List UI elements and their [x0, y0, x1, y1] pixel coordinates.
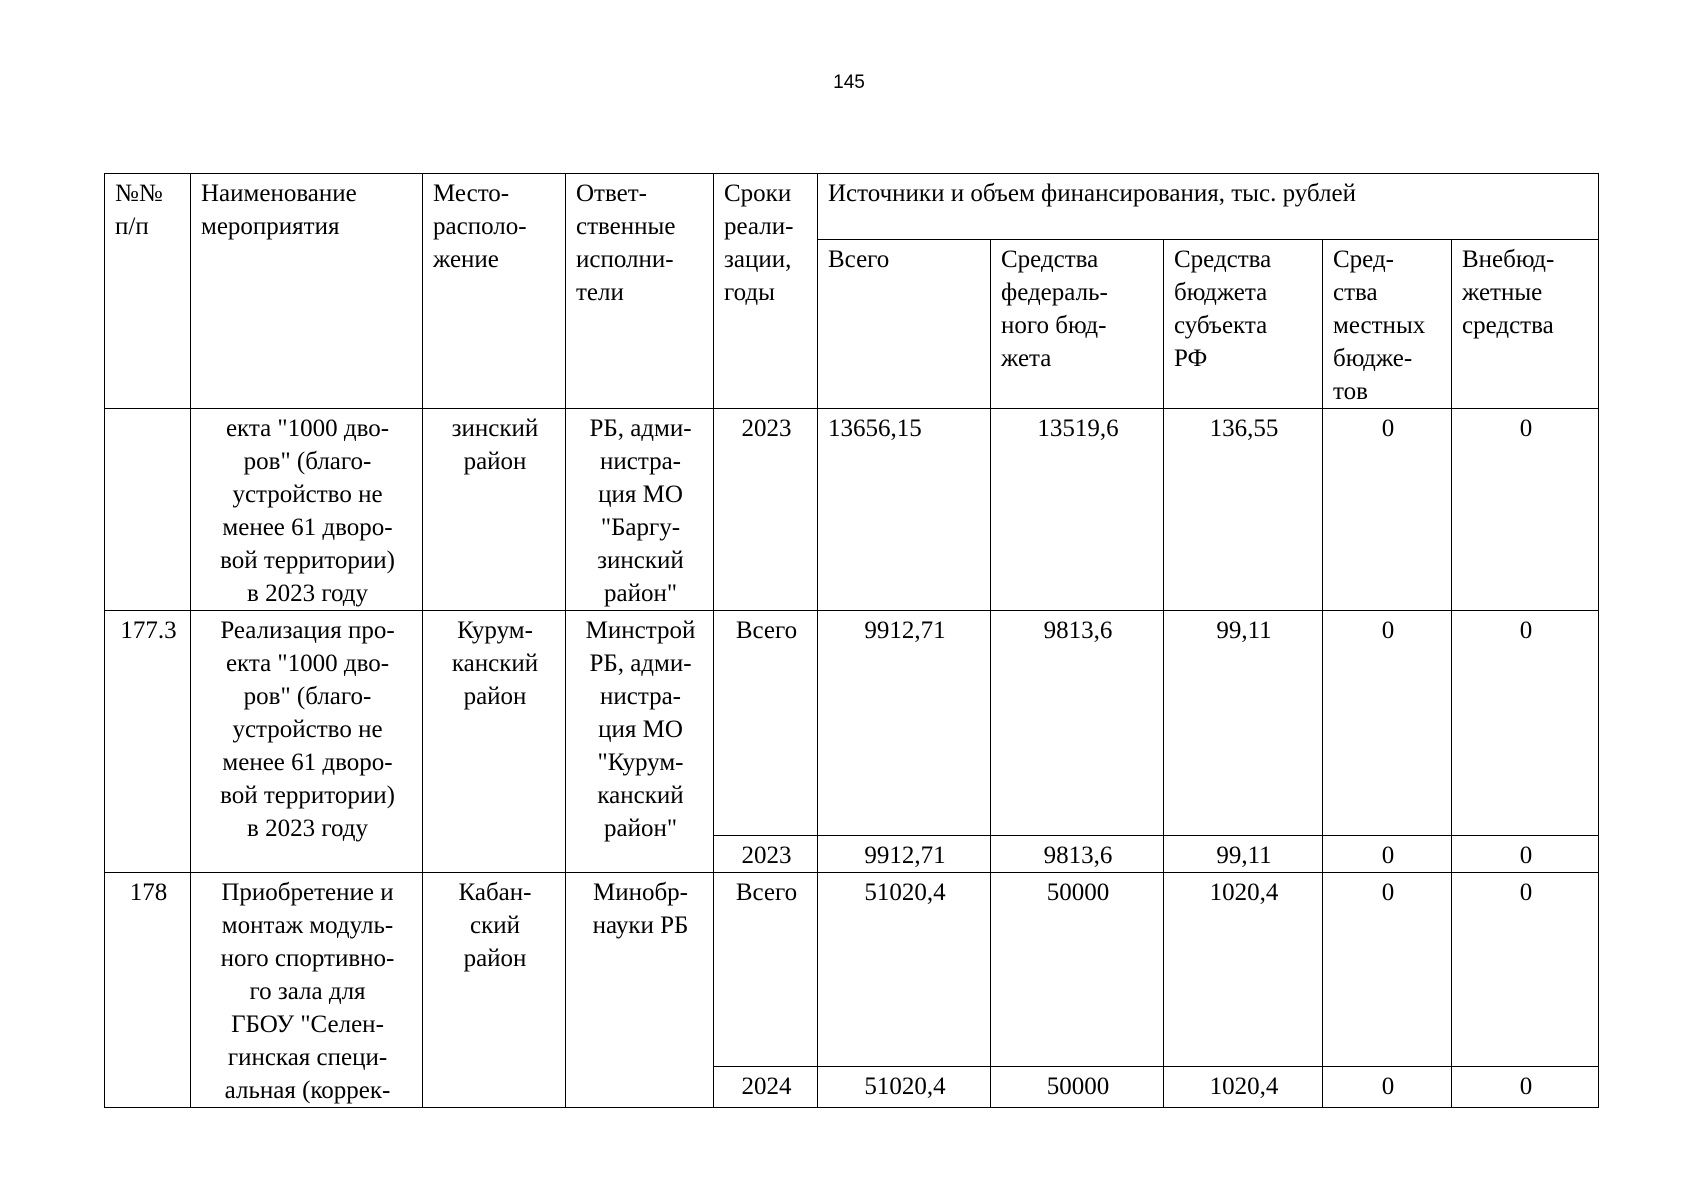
- header-num: №№ п/п: [105, 174, 191, 409]
- table-row: [105, 611, 1599, 836]
- header-funding-group: Источники и объем финансирования, тыс. рублей: [818, 174, 1599, 240]
- row-regional: 99,11: [1164, 836, 1323, 873]
- row-extra: 0: [1452, 873, 1599, 1067]
- row-federal: 13519,6: [991, 409, 1164, 611]
- row-local: 0: [1323, 611, 1452, 836]
- header-period: Сроки реали- зации, годы: [714, 174, 818, 409]
- row-regional: 1020,4: [1164, 1067, 1323, 1108]
- header-row-top: [105, 174, 1599, 240]
- funding-table: [104, 173, 1599, 1108]
- row-year: 2023: [714, 836, 818, 873]
- row-name: Приобретение и монтаж модуль- ного спортивно- го зала для ГБОУ "Селен- гинская специ- альная (коррек-: [191, 873, 423, 1108]
- page-number: 145: [833, 72, 865, 93]
- row-federal: 50000: [991, 873, 1164, 1067]
- row-local: 0: [1323, 873, 1452, 1067]
- header-total: Всего: [818, 240, 991, 409]
- row-federal: 50000: [991, 1067, 1164, 1108]
- row-responsible: РБ, адми- нистра- ция МО "Баргу- зинский район": [566, 409, 714, 611]
- table-row: [105, 409, 1599, 611]
- row-num: [105, 409, 191, 611]
- row-num: 177.3: [105, 611, 191, 873]
- row-year: Всего: [714, 873, 818, 1067]
- row-extra: 0: [1452, 836, 1599, 873]
- row-total: 51020,4: [818, 1067, 991, 1108]
- row-responsible: Минстрой РБ, адми- нистра- ция МО "Курум- канский район": [566, 611, 714, 873]
- row-name: Реализация про- екта "1000 дво- ров" (благо- устройство не менее 61 дворо- вой территории) в 2023 году: [191, 611, 423, 873]
- row-total: 9912,71: [818, 836, 991, 873]
- row-regional: 99,11: [1164, 611, 1323, 836]
- row-regional: 136,55: [1164, 409, 1323, 611]
- row-extra: 0: [1452, 611, 1599, 836]
- header-extra: Внебюд- жетные средства: [1452, 240, 1599, 409]
- row-federal: 9813,6: [991, 611, 1164, 836]
- row-local: 0: [1323, 836, 1452, 873]
- header-responsible: Ответ- ственные исполни- тели: [566, 174, 714, 409]
- row-extra: 0: [1452, 1067, 1599, 1108]
- row-local: 0: [1323, 1067, 1452, 1108]
- row-location: зинский район: [423, 409, 566, 611]
- row-year: 2023: [714, 409, 818, 611]
- row-responsible: Минобр- науки РБ: [566, 873, 714, 1108]
- header-local: Сред- ства местных бюдже- тов: [1323, 240, 1452, 409]
- header-location: Место- располо- жение: [423, 174, 566, 409]
- row-name: екта "1000 дво- ров" (благо- устройство не менее 61 дворо- вой территории) в 2023 году: [191, 409, 423, 611]
- row-total: 9912,71: [818, 611, 991, 836]
- row-total: 51020,4: [818, 873, 991, 1067]
- row-location: Курум- канский район: [423, 611, 566, 873]
- row-year: Всего: [714, 611, 818, 836]
- row-location: Кабан- ский район: [423, 873, 566, 1108]
- table-row: [105, 873, 1599, 1067]
- header-regional: Средства бюджета субъекта РФ: [1164, 240, 1323, 409]
- header-federal: Средства федераль- ного бюд- жета: [991, 240, 1164, 409]
- row-total: 13656,15: [818, 409, 991, 611]
- row-federal: 9813,6: [991, 836, 1164, 873]
- row-year: 2024: [714, 1067, 818, 1108]
- row-regional: 1020,4: [1164, 873, 1323, 1067]
- row-num: 178: [105, 873, 191, 1108]
- row-extra: 0: [1452, 409, 1599, 611]
- header-name: Наименование мероприятия: [191, 174, 423, 409]
- row-local: 0: [1323, 409, 1452, 611]
